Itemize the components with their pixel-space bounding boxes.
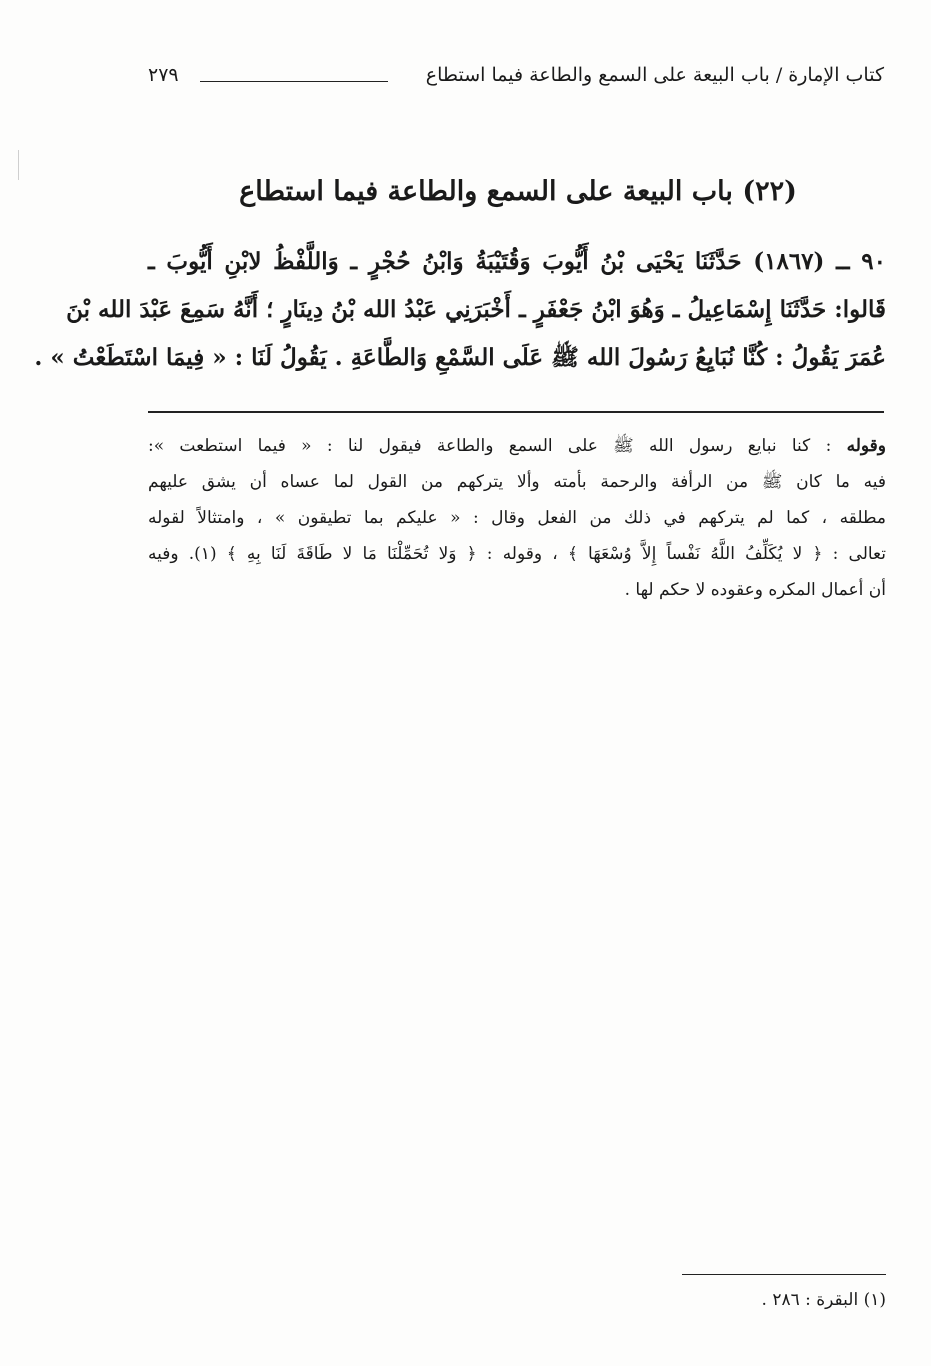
commentary-line [148,428,886,464]
commentary-line: تعالى : ﴿ لا يُكَلِّفُ اللَّهُ نَفْساً إِلاَّ وُسْعَهَا ﴾ ، وقوله : ﴿ وَلا تُحَمِّلْنَا مَا لا طَاقَةَ لَنَا بِهِ ﴾ (١). وفيه [148,544,886,564]
hadith-line: قَالوا: حَدَّثَنَا إِسْمَاعِيلُ ـ وَهُوَ ابْنُ جَعْفَرٍ ـ أَخْبَرَنِي عَبْدُ الله بْنُ دِينَارٍ ؛ أَنَّهُ سَمِعَ عَبْدَ الله بْنَ [66,296,886,323]
commentary-line: أن أعمال المكره وعقوده لا حكم لها . [624,580,886,600]
footnote: (١) البقرة : ٢٨٦ . [761,1290,886,1310]
hadith-text [34,238,886,382]
commentary-text [148,428,886,608]
hadith-line: ٩٠ ــ (١٨٦٧) حَدَّثَنَا يَحْيَى بْنُ أَيُّوبَ وَقُتَيْبَةُ وَابْنُ حُجْرٍ ـ وَاللَّفْظُ لابْنِ أَيُّوبَ ـ [148,248,886,275]
commentary-lead: وقوله [846,436,887,456]
hadith-line: عُمَرَ يَقُولُ : كُنَّا نُبَايِعُ رَسُولَ الله ﷺ عَلَى السَّمْعِ وَالطَّاعَةِ . يَقُولُ لَنَا : « فِيمَا اسْتَطَعْتُ » . [34,344,886,371]
scan-margin-mark [18,150,19,180]
page-number: ٢٧٩ [148,64,179,86]
footnote-separator [682,1274,886,1275]
running-title: كتاب الإمارة / باب البيعة على السمع والطاعة فيما استطاع [425,64,884,86]
commentary-line: مطلقه ، كما لم يتركهم في ذلك من الفعل وقال : « عليكم بما تطيقون » ، وامتثالاً لقوله [148,508,886,528]
commentary-line-text: : كنا نبايع رسول الله ﷺ على السمع والطاعة فيقول لنا : « فيما استطعت »: [148,436,832,456]
chapter-title: (٢٢) باب البيعة على السمع والطاعة فيما استطاع [239,176,797,207]
commentary-line: فيه ما كان ﷺ من الرأفة والرحمة بأمته وألا يتركهم من القول لما عساه أن يشق عليهم [148,472,886,492]
running-header [148,62,884,96]
header-rule [200,81,388,82]
commentary-separator [148,411,884,413]
